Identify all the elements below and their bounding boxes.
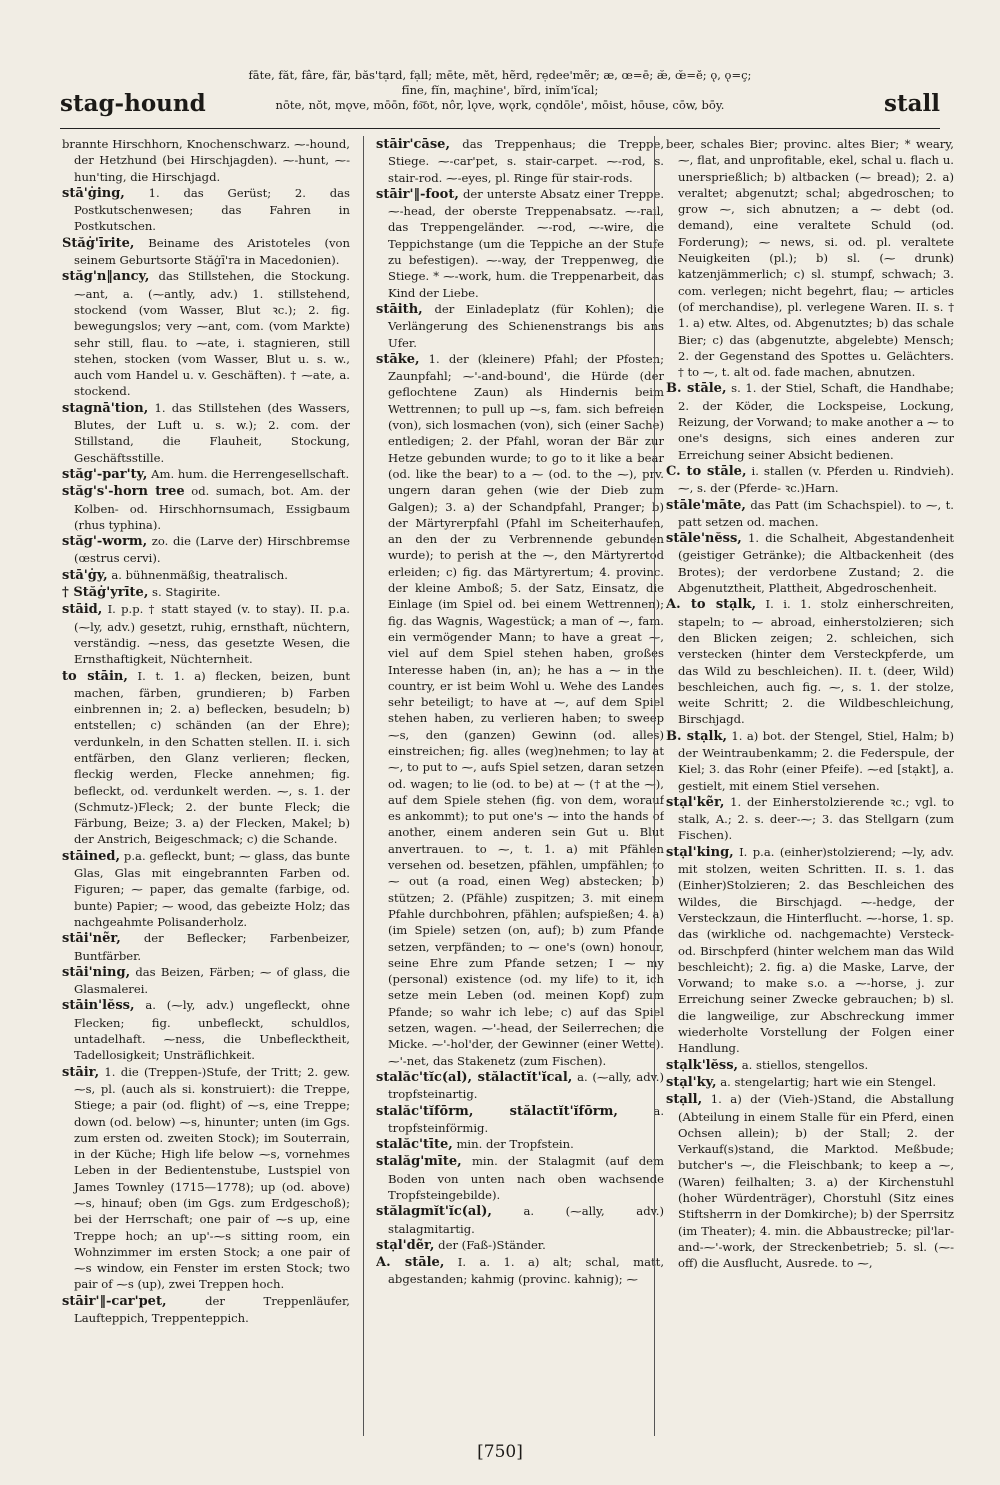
entry-definition: a. (⁓ly, adv.) ungefleckt, ohne Flecken; fig. unbefleckt, schuldlos, untadelhaft. ⁓ness, die Unbeflecktheit, Tadellosigkeit; Unsträflichkeit.	[74, 998, 350, 1063]
dictionary-entry	[376, 301, 664, 351]
entry-definition: 1. das Gerüst; 2. das Postkutschenwesen; das Fahren in Postkutschen.	[74, 185, 350, 234]
headword: B. stạlk,	[666, 728, 727, 744]
entry-definition: i. stallen (v. Pferden u. Rindvieh). ⁓, s. der (Pferde- ꝛc.)Harn.	[678, 463, 954, 496]
entry-definition: I. t. 1. a) flecken, beizen, bunt machen, färben, grundieren; b) Farben einbrennen in; 2. a) beflecken, besudeln; b) entstellen; c) schänden (an der Ehre); verdunkeln, in den Schatten stellen. II. i. sich entfärben, den Glanz verlieren; flecken, fleckig werden, Flecke annehmen; fig. befleckt, od. verdunkelt werden. ⁓, s. 1. der (Schmutz-)Fleck; 2. der bunte Fleck; die Färbung, Beize; 3. a) der Flecken, Makel; b) der Anstrich, Beigeschmack; c) die Schande.	[74, 668, 350, 847]
dictionary-entry	[666, 497, 954, 531]
pronunciation-key-line: nōte, nŏt, mǫve, mōōn, fo͝ot, nôr, lǫve, wǫrk, cǫndōle', mōist, hōuse, cōw, bōy.	[275, 98, 725, 112]
headword: stăg'n‖ancy,	[62, 269, 150, 285]
page-number: [750]	[477, 1442, 523, 1462]
entry-definition: I. p.a. (einher)stolzierend; ⁓ly, adv. mit stolzen, weiten Schritten. II. s. 1. das (Einher)Stolzieren; 2. das Beschleichen des Wildes, die Birschjagd. ⁓-hedge, der Versteckzaun, die Hinterflucht. ⁓-horse, 1. sp. das (wirkliche od. nachgemachte) Versteck- od. Birschpferd (hinter welchem man das Wild beschleicht); 2. fig. a) die Maske, Larve, der Vorwand; to make s.o. a ⁓-horse, j. zur Erreichung seiner Zwecke gebrauchen; b) sl. die langweilige, zur Abschreckung immer wiederholte Vorstellung der Folgen einer Handlung.	[678, 844, 954, 1056]
headword: stalăc'tĭc(al), stălactĭt'ĭcal,	[376, 1069, 573, 1085]
entry-definition: 1. das Stillstehen (des Wassers, Blutes, der Luft u. s. w.); 2. com. der Stillstand, die Flauheit, Stockung, Geschäftsstille.	[74, 400, 350, 465]
dictionary-entry	[62, 601, 350, 667]
headword: stălagmĭt'ĭc(al),	[376, 1204, 492, 1220]
dictionary-entry	[666, 794, 954, 844]
dictionary-entry	[376, 1203, 664, 1237]
dictionary-entry	[62, 668, 350, 848]
pronunciation-key	[230, 68, 770, 113]
headword: stāir'cāse,	[376, 137, 450, 152]
dictionary-entry	[666, 530, 954, 596]
dictionary-entry	[376, 1136, 664, 1153]
entry-definition: od. sumach, bot. Am. der Kolben- od. Hirschhornsumach, Essigbaum (rhus typhina).	[74, 484, 350, 532]
entry-definition: 1. der Einherstolzierende ꝛc.; vgl. to stalk, A.; 2. s. deer-⁓; 3. das Stellgarn (zum Fischen).	[678, 794, 954, 843]
dictionary-entry	[62, 136, 350, 185]
dictionary-entry	[62, 930, 350, 964]
dictionary-entry	[376, 1153, 664, 1203]
headword: to stāin,	[62, 668, 128, 684]
column-divider	[654, 136, 655, 1436]
dictionary-entry	[376, 1103, 664, 1137]
dictionary-entry	[62, 964, 350, 998]
dictionary-entry	[376, 136, 664, 186]
entry-definition: s. Stagirite.	[152, 585, 221, 600]
headword: stāir'‖-car'pet,	[62, 1293, 167, 1309]
header-rule	[60, 128, 940, 129]
dictionary-entry	[62, 1064, 350, 1293]
entry-definition: Am. hum. die Herrengesellschaft.	[151, 466, 350, 481]
dictionary-entry	[666, 596, 954, 727]
entry-definition: der Einladeplatz (für Kohlen); die Verlängerung des Schienenstrangs bis ans Ufer.	[388, 301, 664, 350]
headword: stạll,	[666, 1092, 703, 1108]
column-2	[376, 136, 664, 1448]
entry-definition: 1. die Schalheit, Abgestandenheit (geistiger Getränke); die Altbackenheit (des Brotes); der verdorbene Zustand; 2. die Abgenutztheit, Plattheit, Abgedroschenheit.	[678, 531, 954, 596]
headword: stạl'kẽr,	[666, 794, 725, 810]
headword: stāir,	[62, 1064, 100, 1080]
dictionary-entry	[666, 1074, 954, 1091]
headword: C. to stāle,	[666, 463, 747, 479]
dictionary-entry	[62, 235, 350, 269]
entry-definition: a. (⁓ally, adv.) tropfsteinartig.	[388, 1069, 664, 1102]
headword: stạlk'lĕss,	[666, 1057, 739, 1073]
headword: stāith,	[376, 301, 423, 317]
headword: A. to stạlk,	[666, 597, 757, 613]
entry-definition: 1. der (kleinere) Pfahl; der Pfosten; Zaunpfahl; ⁓'-and-bound', die Hürde (der geflochtene Zaun) als Hindernis beim Wettrennen; to pull up ⁓s, fam. sich befreien (von), sich losmachen (von), sich (einer Sache) entledigen; 2. der Pfahl, woran der Bär zur Hetze gebunden wurde; to go to it like a bear (od. like the bear) to a ⁓ (od. to the ⁓), prv. ungern daran gehen (wie der Dieb zum Galgen); 3. a) der Schandpfahl, Pranger; b) der Märtyrerpfahl (Pfahl im Scheiterhaufen, an den der zu Verbrennende gebunden wurde); to perish at the ⁓, den Märtyrertod erleiden; c) fig. das Märtyrertum; 4. provinc. der kleine Amboß; 5. der Satz, Einsatz, die Einlage (im Spiel od. bei einem Wettrennen); fig. das Wagnis, Wagestück; a man of ⁓, fam. ein vermögender Mann; to have a great ⁓, viel auf dem Spiel stehen haben, großes Interesse haben (in, an); he has a ⁓ in the country, er ist beim Wohl u. Wehe des Landes sehr beteiligt; to have at ⁓, auf dem Spiel stehen haben, zu verlieren haben; to sweep ⁓s, den (ganzen) Gewinn (od. alles) einstreichen; fig. alles (weg)nehmen; to lay at ⁓, to put to ⁓, aufs Spiel setzen, daran setzen od. wagen; to lie (od. to be) at ⁓ († at the ⁓), auf dem Spiele stehen (fig. von dem, worauf es ankommt); to put one's ⁓ into the hands of another, einem anderen sein Gut u. Blut anvertrauen. to ⁓, t. 1. a) mit Pfählen versehen od. besetzen, pfählen, umpfählen; to ⁓ out (a road, einen Weg) abstecken; b) stützen; 2. (Pfähle) zuspitzen; 3. mit einem Pfahle durchbohren, pfählen; aufspießen; 4. a) (im Spiele) setzen (on, auf); b) zum Pfande setzen, verpfänden; to ⁓ one's (own) honour, seine Ehre zum Pfande setzen; I ⁓ my (personal) existence (od. my life) to it, ich setze mein Leben (od. meinen Kopf) zum Pfande; so wahr ich lebe; c) auf das Spiel setzen, wagen. ⁓'-head, der Seilerrechen; die Micke. ⁓'-hol'der, der Gewinner (einer Wette). ⁓'-net, das Stakenetz (zum Fischen).	[388, 351, 664, 1068]
dictionary-entry	[666, 1091, 954, 1271]
headword: stạl'dẽr,	[376, 1237, 435, 1253]
page-header	[60, 62, 940, 122]
dictionary-entry	[666, 728, 954, 794]
dictionary-entry	[666, 844, 954, 1057]
entry-definition: p.a. gefleckt, bunt; ⁓ glass, das bunte Glas, Glas mit eingebrannten Farben od. Figuren; ⁓ paper, das gemalte (farbige, od. bunte) Papier; ⁓ wood, das gebeizte Holz; das nachgeahmte Polisanderholz.	[74, 848, 350, 929]
entry-definition: a. stengelartig; hart wie ein Stengel.	[720, 1074, 937, 1089]
dictionary-entry	[62, 533, 350, 567]
column-3	[666, 136, 954, 1448]
dictionary-entry	[62, 848, 350, 930]
headword: A. stāle,	[376, 1255, 445, 1271]
entry-definition: I. p.p. † statt stayed (v. to stay). II. p.a. (⁓ly, adv.) gesetzt, ruhig, ernsthaft, nüchtern, verständig. ⁓ness, das gesetzte Wesen, die Ernsthaftigkeit, Nüchternheit.	[74, 602, 350, 667]
dictionary-entry	[666, 463, 954, 497]
dictionary-entry	[376, 186, 664, 301]
headword: stāir'‖-foot,	[376, 186, 459, 202]
headword: stagnā'tion,	[62, 400, 149, 416]
dictionary-entry	[62, 185, 350, 235]
headword: stā'ġing,	[62, 185, 125, 201]
entry-definition: Beiname des Aristoteles (von seinem Geburtsorte Stăġī'ra in Macedonien).	[74, 235, 350, 268]
dictionary-entry	[62, 567, 350, 584]
headword: stāined,	[62, 848, 121, 864]
headword: stăg'-par'ty,	[62, 466, 148, 482]
entry-definition: der Treppenläufer, Laufteppich, Treppenteppich.	[74, 1293, 350, 1326]
entry-definition: das Stillstehen, die Stockung. ⁓ant, a. (⁓antly, adv.) 1. stillstehend, stockend (vom Wasser, Blut ꝛc.); 2. fig. bewegungslos; very ⁓ant, com. (vom Markte) sehr still, flau. to ⁓ate, i. stagnieren, still stehen, stocken (vom Wasser, Blut u. s. w., auch vom Handel u. v. Geschäften). † ⁓ate, a. stockend.	[74, 269, 350, 399]
headword: stā'ġy,	[62, 567, 108, 583]
headword: stāi'nẽr,	[62, 931, 121, 947]
headword: stāid,	[62, 602, 103, 618]
entry-definition: beer, schales Bier; provinc. altes Bier; * weary, ⁓, flat, and unprofitable, ekel, schal u. flach u. unersprießlich; b) altbacken (⁓ bread); 2. a) veraltet; abgenutzt; schal; abgedroschen; to grow ⁓, sich abnutzen; a ⁓ debt (od. demand), eine veraltete Schuld (od. Forderung); ⁓ news, si. od. pl. veraltete Neuigkeiten (pl.); b) sl. (⁓ drunk) katzenjämmerlich; c) sl. stumpf, schwach; 3. com. verlegen; nicht begehrt, flau; ⁓ articles (of merchandise), pl. verlegene Waren. II. s. † 1. a) etw. Altes, od. Abgenutztes; b) das schale Bier; c) das (abgenutzte, abgelebte) Mensch; 2. der Gegenstand des Spottes u. Gelächters. † to ⁓, t. alt od. fade machen, abnutzen.	[666, 137, 954, 380]
dictionary-entry	[62, 584, 350, 601]
column-divider	[363, 136, 364, 1436]
headword: stāle'māte,	[666, 497, 746, 513]
column-1	[62, 136, 350, 1448]
dictionary-entry	[666, 1057, 954, 1074]
entry-definition: a. (⁓ally, adv.) stalagmitartig.	[388, 1204, 664, 1236]
entry-definition: a. tropfsteinförmig.	[388, 1103, 664, 1135]
pronunciation-key-line: fīne, fĭn, maçhine', bĩrd, inĭm'ĭcal;	[401, 83, 599, 97]
headword: stāin'lĕss,	[62, 998, 135, 1014]
dictionary-entry	[62, 483, 350, 533]
entry-definition: zo. die (Larve der) Hirschbremse (œstrus cervi).	[74, 534, 350, 566]
dictionary-entry	[62, 400, 350, 466]
entry-definition: brannte Hirschhorn, Knochenschwarz. ⁓-hound, der Hetzhund (bei Hirschjagden). ⁓-hunt, ⁓-hun'ting, die Hirschjagd.	[62, 137, 350, 184]
dictionary-entry	[62, 997, 350, 1063]
headword: stāke,	[376, 351, 420, 367]
entry-definition: 1. die (Treppen-)Stufe, der Tritt; 2. gew. ⁓s, pl. (auch als si. konstruiert): die Treppe, Stiege; a pair (od. flight) of ⁓s, eine Treppe; down (od. below) ⁓s, hinunter; unten (im Ggs. zum ersten od. zweiten Stock); im Souterrain, in der Küche; High life below ⁓s, vornehmes Leben in der Bedientenstube, Lustspiel von James Townley (1715—1778); up (od. above) ⁓s, hinauf; oben (im Ggs. zum Erdgeschoß); bei der Herrschaft; one pair of ⁓s up, eine Treppe hoch; an up'-⁓s sitting room, ein Wohnzimmer im ersten Stock; a one pair of ⁓s window, ein Fenster im ersten Stock; two pair of ⁓s (up), zwei Treppen hoch.	[74, 1064, 350, 1292]
dictionary-entry	[376, 1254, 664, 1288]
headword: stalăc'tīte,	[376, 1137, 453, 1153]
headword: stalăc'tĭfōrm, stălactĭt'ĭfōrm,	[376, 1103, 618, 1119]
headword: stạl'ky,	[666, 1074, 717, 1090]
headword: stāle'nĕss,	[666, 531, 742, 547]
dictionary-entry	[62, 268, 350, 399]
entry-definition: I. a. 1. a) alt; schal, matt, abgestanden; kahmig (provinc. kahnig); ⁓	[388, 1255, 664, 1287]
entry-definition: das Beizen, Färben; ⁓ of glass, die Glasmalerei.	[74, 964, 350, 997]
entry-definition: der (Faß-)Ständer.	[438, 1237, 546, 1252]
entry-definition: das Treppenhaus; die Treppe, Stiege. ⁓-car'pet, s. stair-carpet. ⁓-rod, s. stair-rod. ⁓-eyes, pl. Ringe für stair-rods.	[388, 137, 664, 185]
dictionary-entry	[376, 1237, 664, 1254]
entry-definition: I. i. 1. stolz einherschreiten, stapeln; to ⁓ abroad, einherstolzieren; sich den Blicken zeigen; 2. schleichen, sich verstecken (hinter dem Versteckpferde, um das Wild zu beschleichen). II. t. (deer, Wild) beschleichen, auch fig. ⁓, s. 1. der stolze, weite Schritt; 2. die Wildbeschleichung, Birschjagd.	[678, 597, 954, 727]
headword: stāi'ning,	[62, 964, 131, 980]
entry-definition: a. stiellos, stengellos.	[741, 1057, 869, 1072]
headword: stăg'-worm,	[62, 534, 148, 550]
headword: B. stāle,	[666, 381, 727, 397]
dictionary-entry	[666, 136, 954, 380]
entry-definition: min. der Tropfstein.	[456, 1137, 574, 1152]
dictionary-entry	[62, 1293, 350, 1327]
entry-definition: der unterste Absatz einer Treppe. ⁓-head, der oberste Treppenabsatz. ⁓-rail, das Treppengeländer. ⁓-rod, ⁓-wire, die Teppichstange (um die Teppiche an der Stufe zu befestigen). ⁓-way, der Treppenweg, die Stiege. * ⁓-work, hum. die Treppenarbeit, das Kind der Liebe.	[388, 186, 664, 300]
entry-definition: s. 1. der Stiel, Schaft, die Handhabe; 2. der Köder, die Lockspeise, Lockung, Reizung, der Vorwand; to make another a ⁓ to one's designs, sich eines anderen zur Erreichung seiner Absicht bedienen.	[678, 381, 954, 462]
dictionary-entry	[62, 466, 350, 483]
entry-definition: min. der Stalagmit (auf dem Boden von unten nach oben wachsende Tropfsteingebilde).	[388, 1154, 664, 1202]
entry-definition: 1. a) der (Vieh-)Stand, die Abstallung (Abteilung in einem Stalle für ein Pferd, einen Ochsen allein); b) der Stall; 2. der Verkauf(s)stand, die Marktod. Meßbude; butcher's ⁓, die Fleischbank; to keep a ⁓, (Waren) feilhalten; 3. a) der Kirchenstuhl (hoher Würdenträger), Chorstuhl (Sitz eines Stiftsherrn in der Domkirche); b) der Sperrsitz (im Theater); 4. min. die Abbaustrecke; pil'lar-and-⁓'-work, der Streckenbetrieb; 5. sl. (⁓-off) die Ausflucht, Ausrede. to ⁓,	[678, 1092, 954, 1271]
dictionary-entry	[376, 1069, 664, 1103]
dictionary-entry	[666, 380, 954, 462]
right-running-head: stall	[884, 90, 940, 117]
headword: † Stăġ'yrīte,	[62, 585, 149, 601]
entry-definition: der Beflecker; Farbenbeizer, Buntfärber.	[74, 931, 350, 963]
entry-definition: 1. a) bot. der Stengel, Stiel, Halm; b) der Weintraubenkamm; 2. die Federspule, der Kiel; 3. das Rohr (einer Pfeife). ⁓ed [stạkt], a. gestielt, mit einem Stiel versehen.	[678, 728, 954, 793]
headword: stạl'king,	[666, 844, 734, 860]
headword: stăg's'-horn tree	[62, 484, 185, 500]
entry-definition: a. bühnenmäßig, theatralisch.	[111, 567, 288, 582]
left-running-head: stag-hound	[60, 90, 206, 117]
entry-definition: das Patt (im Schachspiel). to ⁓, t. patt setzen od. machen.	[678, 497, 954, 529]
headword: Stăġ'īrite,	[62, 235, 135, 251]
headword: stalăg'mīte,	[376, 1154, 462, 1170]
dictionary-entry	[376, 351, 664, 1069]
pronunciation-key-line: fāte, făt, fâre, fär, băs'tạrd, fạll; mēte, mĕt, hẽrd, rẹdee'mẽr; æ, œ=ē; æ̆, œ̆=ĕ; ǫ, ǫ=ç;	[248, 68, 752, 82]
